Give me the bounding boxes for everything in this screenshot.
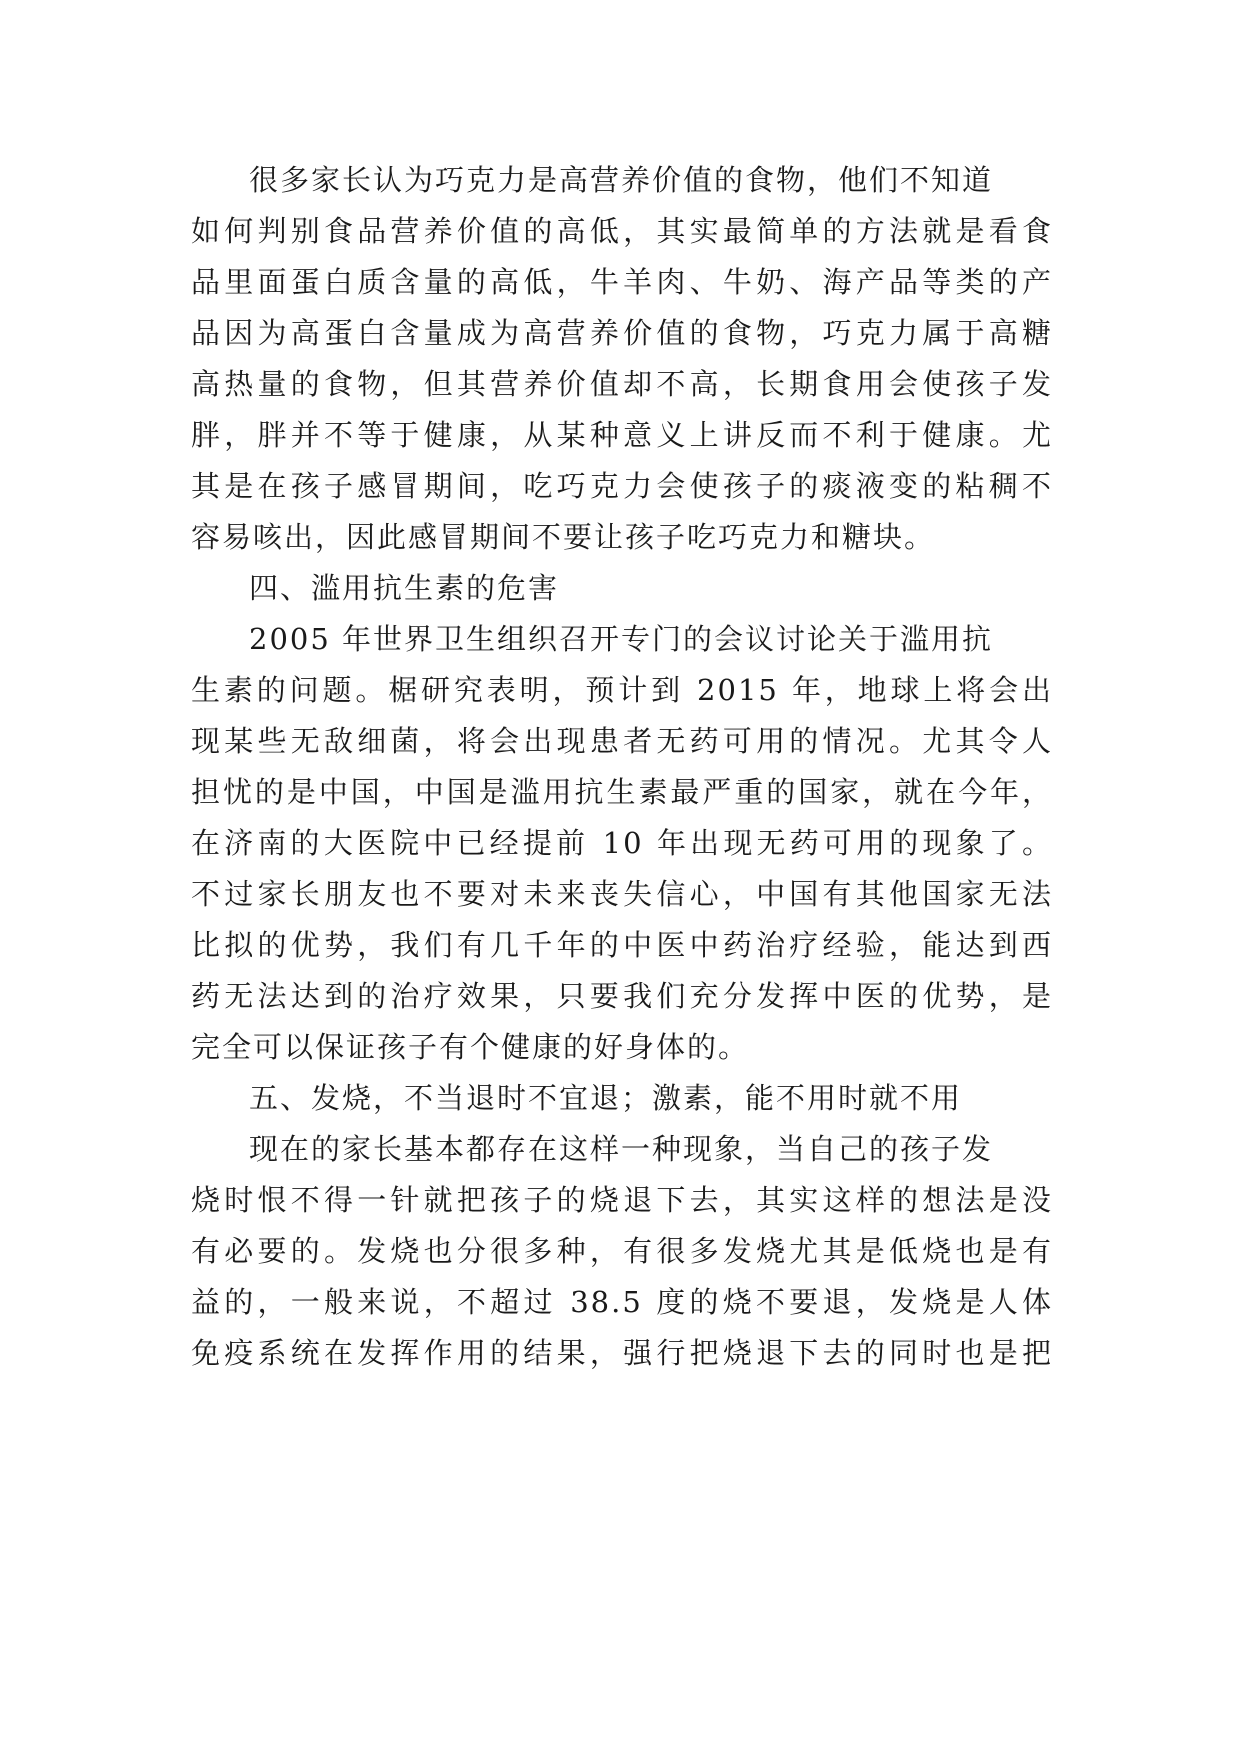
- paragraph-line: 品里面蛋白质含量的高低，牛羊肉、牛奶、海产品等类的产: [191, 265, 1053, 299]
- paragraph-line: 药无法达到的治疗效果，只要我们充分发挥中医的优势，是: [191, 979, 1053, 1013]
- paragraph-line: 免疫系统在发挥作用的结果，强行把烧退下去的同时也是把: [191, 1336, 1053, 1370]
- paragraph-line: 其是在孩子感冒期间，吃巧克力会使孩子的痰液变的粘稠不: [191, 469, 1053, 503]
- paragraph-line: 益的，一般来说，不超过 38.5 度的烧不要退，发烧是人体: [191, 1285, 1053, 1319]
- paragraph-line: 比拟的优势，我们有几千年的中医中药治疗经验，能达到西: [191, 928, 1053, 962]
- paragraph-line: 现某些无敌细菌，将会出现患者无药可用的情况。尤其令人: [191, 724, 1053, 758]
- paragraph-line: 不过家长朋友也不要对未来丧失信心，中国有其他国家无法: [191, 877, 1053, 911]
- paragraph-line: 担忧的是中国，中国是滥用抗生素最严重的国家，就在今年，: [191, 775, 1053, 809]
- paragraph-line: 2005 年世界卫生组织召开专门的会议讨论关于滥用抗: [249, 622, 994, 656]
- paragraph-line: 在济南的大医院中已经提前 10 年出现无药可用的现象了。: [191, 826, 1053, 860]
- paragraph-line: 高热量的食物，但其营养价值却不高，长期食用会使孩子发: [191, 367, 1053, 401]
- paragraph-line: 很多家长认为巧克力是高营养价值的食物，他们不知道: [249, 163, 994, 197]
- section-heading: 四、滥用抗生素的危害: [249, 571, 560, 605]
- paragraph-line: 完全可以保证孩子有个健康的好身体的。: [191, 1030, 750, 1064]
- paragraph-line: 生素的问题。椐研究表明，预计到 2015 年，地球上将会出: [191, 673, 1053, 707]
- paragraph-line: 现在的家长基本都存在这样一种现象，当自己的孩子发: [249, 1132, 994, 1166]
- paragraph-line: 如何判别食品营养价值的高低，其实最简单的方法就是看食: [191, 214, 1053, 248]
- paragraph-line: 胖，胖并不等于健康，从某种意义上讲反而不利于健康。尤: [191, 418, 1053, 452]
- section-heading: 五、发烧，不当退时不宜退；激素，能不用时就不用: [249, 1081, 963, 1115]
- paragraph-line: 烧时恨不得一针就把孩子的烧退下去，其实这样的想法是没: [191, 1183, 1053, 1217]
- paragraph-line: 容易咳出，因此感冒期间不要让孩子吃巧克力和糖块。: [191, 520, 936, 554]
- paragraph-line: 品因为高蛋白含量成为高营养价值的食物，巧克力属于高糖: [191, 316, 1053, 350]
- paragraph-line: 有必要的。发烧也分很多种，有很多发烧尤其是低烧也是有: [191, 1234, 1053, 1268]
